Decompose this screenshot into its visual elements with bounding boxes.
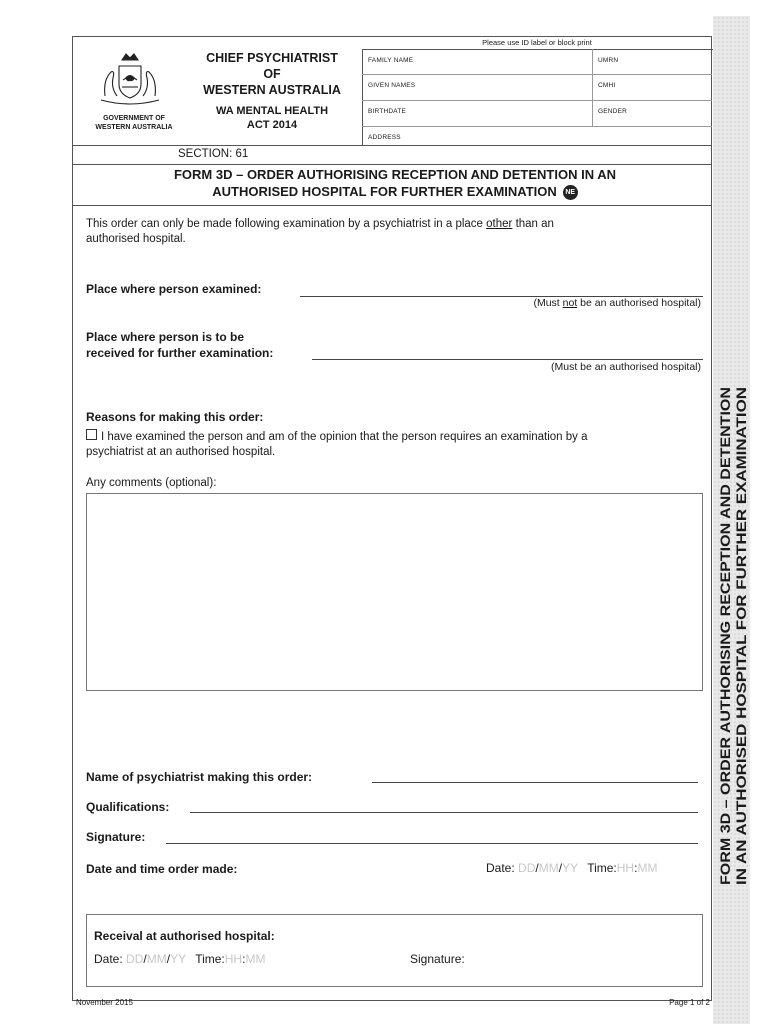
date-time-made-fields: Date: DD/MM/YY Time:HH:MM — [486, 861, 658, 875]
id-column-divider — [592, 49, 593, 126]
gender-field[interactable]: GENDER — [598, 108, 628, 115]
receival-date-mm-input[interactable]: MM — [146, 952, 167, 966]
note-pre: (Must — [533, 297, 563, 309]
form-title-line2-wrap — [100, 183, 690, 200]
reason-text-line2: psychiatrist at an authorised hospital. — [86, 446, 276, 458]
intro-line2: authorised hospital. — [86, 233, 186, 245]
intro-emphasis: other — [486, 218, 513, 230]
agency-line-3: WESTERN AUSTRALIA — [203, 83, 341, 97]
form-title-line2: AUTHORISED HOSPITAL FOR FURTHER EXAMINATION — [212, 184, 557, 199]
id-divider — [362, 126, 712, 127]
place-received-line2: received for further examination: — [86, 346, 274, 360]
place-examined-note — [533, 297, 701, 309]
id-divider — [362, 100, 712, 101]
receival-date-fields: Date: DD/MM/YY Time:HH:MM — [94, 952, 266, 966]
place-received-line1: Place where person is to be — [86, 330, 245, 344]
comments-label: Any comments (optional): — [86, 477, 217, 489]
reason-checkbox[interactable] — [86, 429, 97, 440]
signature-input[interactable] — [166, 843, 698, 844]
comments-textarea[interactable] — [86, 493, 703, 691]
reasons-checkbox-row — [86, 429, 588, 460]
receival-time-label: Time: — [195, 952, 225, 966]
cmhi-field[interactable]: CMHI — [598, 82, 616, 89]
government-label — [84, 114, 184, 132]
receival-date-dd-input[interactable]: DD — [126, 952, 144, 966]
agency-line-1: CHIEF PSYCHIATRIST — [206, 51, 338, 65]
time-hh-input[interactable]: HH — [616, 861, 635, 875]
time-mm-input[interactable]: MM — [637, 861, 658, 875]
side-title-line1: FORM 3D – ORDER AUTHORISING RECEPTION AND DETENTION — [718, 465, 733, 885]
agency-line-2: OF — [263, 67, 281, 81]
receival-date-label: Date: — [94, 952, 123, 966]
title-divider — [72, 205, 712, 206]
id-panel — [362, 49, 713, 146]
date-mm-input[interactable]: MM — [538, 861, 559, 875]
date-yy-input[interactable]: YY — [562, 861, 578, 875]
side-title — [712, 385, 752, 885]
id-divider — [362, 74, 712, 75]
ne-badge-icon: NE — [563, 185, 578, 200]
side-title-svg — [712, 385, 752, 885]
government-line-2: WESTERN AUSTRALIA — [95, 124, 173, 131]
act-line-2: ACT 2014 — [246, 119, 298, 131]
date-label: Date: — [486, 861, 515, 875]
receival-title: Receival at authorised hospital: — [94, 929, 275, 943]
receival-box — [86, 914, 703, 987]
form-title — [100, 166, 690, 200]
id-instruction: Please use ID label or block print — [482, 38, 592, 47]
side-title-line2: IN AN AUTHORISED HOSPITAL FOR FURTHER EXAMINATION — [734, 487, 749, 885]
psychiatrist-name-label: Name of psychiatrist making this order: — [86, 770, 313, 784]
government-line-1: GOVERNMENT OF — [103, 115, 165, 122]
umrn-field[interactable]: UMRN — [598, 57, 619, 64]
footer-page: Page 1 of 2 — [669, 998, 710, 1007]
date-time-made-label: Date and time order made: — [86, 862, 238, 876]
section-bar — [72, 145, 712, 165]
receival-time-hh-input[interactable]: HH — [224, 952, 243, 966]
date-dd-input[interactable]: DD — [518, 861, 536, 875]
reason-text-line1: I have examined the person and am of the opinion that the person requires an examination by a — [101, 431, 588, 443]
receival-signature-input[interactable] — [476, 965, 696, 966]
intro-text — [86, 217, 554, 247]
act-line-1: WA MENTAL HEALTH — [215, 105, 329, 117]
family-name-field[interactable]: FAMILY NAME — [368, 57, 414, 64]
address-field[interactable]: ADDRESS — [368, 134, 401, 141]
section-label: SECTION: 61 — [178, 148, 249, 160]
note-post: be an authorised hospital) — [577, 297, 701, 309]
form-title-line1: FORM 3D – ORDER AUTHORISING RECEPTION AND DETENTION IN AN — [173, 167, 617, 182]
psychiatrist-name-input[interactable] — [372, 782, 698, 783]
intro-part1: This order can only be made following examination by a psychiatrist in a place — [86, 218, 487, 230]
time-label: Time: — [587, 861, 617, 875]
receival-signature-label: Signature: — [410, 952, 465, 966]
reasons-label: Reasons for making this order: — [86, 410, 264, 424]
note-emphasis: not — [562, 297, 578, 309]
agency-title — [192, 50, 352, 98]
place-received-label — [86, 329, 273, 361]
place-received-input[interactable] — [312, 359, 703, 360]
footer-date: November 2015 — [76, 998, 133, 1007]
place-received-note: (Must be an authorised hospital) — [551, 361, 701, 373]
qualifications-input[interactable] — [190, 812, 698, 813]
act-title — [192, 104, 352, 132]
place-examined-label: Place where person examined: — [86, 282, 262, 296]
birthdate-field[interactable]: BIRTHDATE — [368, 108, 407, 115]
receival-date-yy-input[interactable]: YY — [170, 952, 186, 966]
receival-time-mm-input[interactable]: MM — [245, 952, 266, 966]
given-names-field[interactable]: GIVEN NAMES — [368, 82, 416, 89]
wa-crest-icon — [95, 50, 165, 112]
intro-part2: than an — [512, 218, 554, 230]
signature-label: Signature: — [86, 830, 146, 844]
qualifications-label: Qualifications: — [86, 800, 170, 814]
